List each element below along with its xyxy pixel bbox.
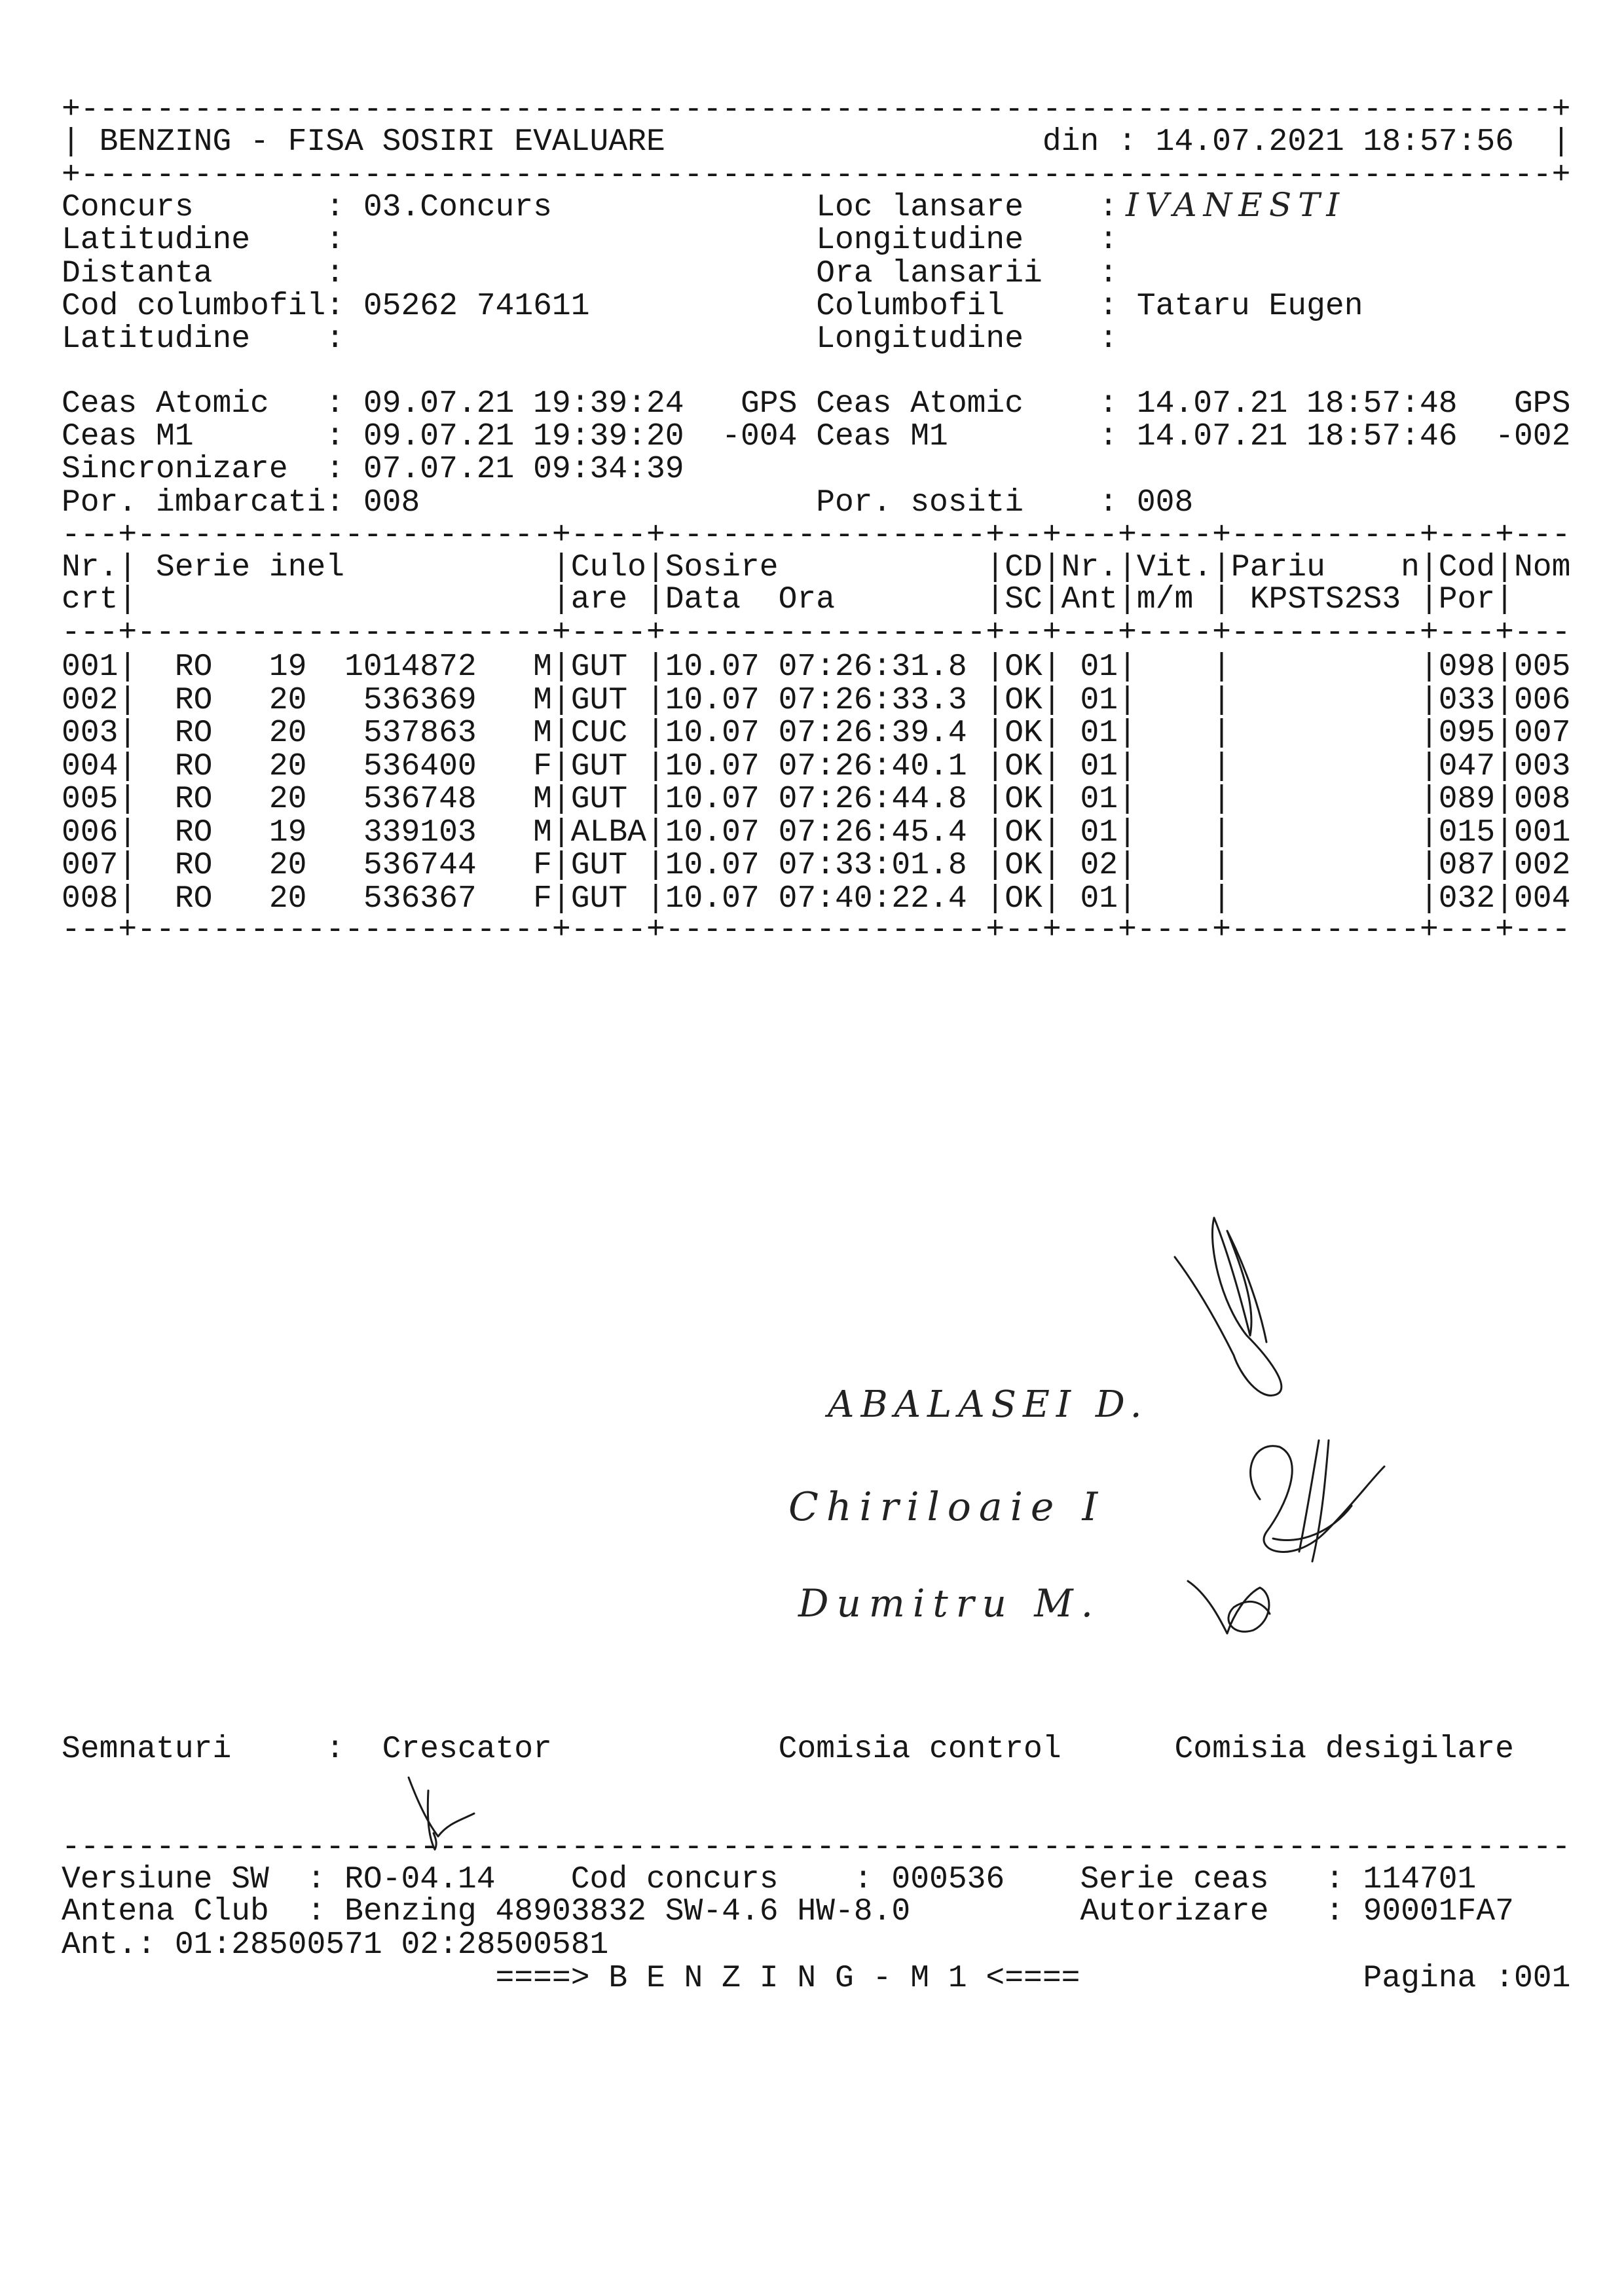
page-number: Pagina :001 — [1363, 1961, 1571, 1996]
color: GUT — [570, 782, 628, 817]
semnaturi-label: Semnaturi — [62, 1732, 232, 1767]
column-separator: | — [646, 582, 665, 617]
signature-scribble-1 — [1168, 1205, 1299, 1414]
generated-label: din : — [1042, 124, 1137, 160]
colon: : — [306, 1894, 326, 1929]
colon: : — [1099, 419, 1118, 454]
column-separator: | — [551, 716, 571, 751]
versiune-label: Versiune SW — [62, 1862, 269, 1897]
cd-sc-status: OK — [1005, 716, 1043, 751]
arrival-time: 07:26:40.1 — [778, 749, 967, 784]
color: GUT — [570, 848, 628, 883]
colon: : — [325, 289, 345, 324]
column-separator: | — [1042, 848, 1061, 883]
columbofil-label: Columbofil — [816, 289, 1005, 324]
colon: : — [1099, 321, 1118, 357]
ring-country: RO — [174, 881, 213, 917]
column-separator: | — [1212, 550, 1231, 585]
start-atomic-source: GPS — [740, 386, 798, 422]
column-separator: | — [1042, 881, 1061, 917]
column-separator: | — [551, 881, 571, 917]
ring-sex: M — [533, 815, 552, 850]
colon: : — [325, 321, 345, 357]
table-border-top: ---+----------------------+----+-----------------+--+---+----+----------+---+--- — [62, 518, 1571, 553]
antenna-number: 01 — [1080, 716, 1118, 751]
ring-year: 20 — [268, 716, 307, 751]
colon: : — [1099, 289, 1118, 324]
pigeon-code: 098 — [1438, 649, 1496, 685]
column-header-sosire: Sosire — [665, 550, 779, 585]
header-border-bottom: +------------------------------------------------------------------------------+ — [62, 158, 1571, 193]
colon: : — [1099, 485, 1118, 520]
column-subheader-cod: Por — [1438, 582, 1496, 617]
column-separator: | — [986, 848, 1005, 883]
column-separator: | — [1495, 881, 1514, 917]
colon: : — [325, 256, 345, 291]
serie-ceas-value: 114701 — [1363, 1862, 1477, 1897]
column-separator: | — [646, 716, 665, 751]
ceas-m1-label: Ceas M1 — [62, 419, 194, 454]
ring-number: 536369 — [363, 683, 477, 718]
ring-sex: M — [533, 649, 552, 685]
column-separator: | — [646, 782, 665, 817]
cd-sc-status: OK — [1005, 683, 1043, 718]
row-number: 002 — [62, 683, 119, 718]
color: CUC — [570, 716, 628, 751]
column-separator: | — [1118, 649, 1137, 685]
column-subheader-pariu: KPSTS2S3 — [1249, 582, 1401, 617]
column-separator: | — [1212, 815, 1231, 850]
colon: : — [853, 1862, 873, 1897]
column-separator: | — [118, 881, 138, 917]
column-separator: | — [1212, 782, 1231, 817]
column-separator: | — [1495, 716, 1514, 751]
ring-year: 20 — [268, 848, 307, 883]
longitudine-label: Longitudine — [816, 223, 1024, 258]
antena-label: Antena Club — [62, 1894, 269, 1929]
column-separator: | — [1495, 683, 1514, 718]
header-left-bar: | — [62, 124, 81, 160]
comisia-desigilare-label: Comisia desigilare — [1174, 1732, 1514, 1767]
colon: : — [325, 223, 345, 258]
column-separator: | — [986, 782, 1005, 817]
column-header-pariu: Pariu n — [1230, 550, 1420, 585]
ring-year: 20 — [268, 782, 307, 817]
column-separator: | — [1118, 749, 1137, 784]
arrival-date: 10.07 — [665, 782, 760, 817]
ring-country: RO — [174, 749, 213, 784]
column-separator: | — [118, 716, 138, 751]
ring-year: 20 — [268, 881, 307, 917]
column-separator: | — [1495, 848, 1514, 883]
longitudine-label: Longitudine — [816, 321, 1024, 357]
end-atomic-value: 14.07.21 18:57:48 — [1136, 386, 1458, 422]
column-separator: | — [118, 749, 138, 784]
cd-sc-status: OK — [1005, 881, 1043, 917]
color: GUT — [570, 683, 628, 718]
column-separator: | — [118, 848, 138, 883]
column-separator: | — [118, 550, 138, 585]
ring-country: RO — [174, 815, 213, 850]
column-separator: | — [646, 881, 665, 917]
column-header-culo: Culo — [570, 550, 646, 585]
nom-position: 005 — [1513, 649, 1571, 685]
sincronizare-value: 07.07.21 09:34:39 — [363, 452, 684, 487]
arrival-time: 07:26:33.3 — [778, 683, 967, 718]
column-separator: | — [1118, 815, 1137, 850]
colon: : — [1099, 256, 1118, 291]
handwritten-name-2: Chiriloaie I — [788, 1484, 1106, 1530]
column-separator: | — [1212, 848, 1231, 883]
antenna-ids: Ant.: 01:28500571 02:28500581 — [62, 1927, 609, 1963]
colon: : — [325, 419, 345, 454]
header-border-top: +------------------------------------------------------------------------------+ — [62, 92, 1571, 128]
column-subheader-cd: SC — [1005, 582, 1043, 617]
cd-sc-status: OK — [1005, 848, 1043, 883]
column-header-cod: Cod — [1438, 550, 1496, 585]
ring-sex: F — [533, 848, 552, 883]
row-number: 001 — [62, 649, 119, 685]
column-separator: | — [1495, 582, 1514, 617]
column-separator: | — [646, 749, 665, 784]
ora-lansarii-label: Ora lansarii — [816, 256, 1043, 291]
colon: : — [325, 190, 345, 225]
arrival-date: 10.07 — [665, 881, 760, 917]
row-number: 008 — [62, 881, 119, 917]
end-m1-diff: -002 — [1495, 419, 1571, 454]
handwritten-name-3: Dumitru M. — [798, 1581, 1101, 1626]
ring-year: 20 — [268, 749, 307, 784]
row-number: 007 — [62, 848, 119, 883]
color: GUT — [570, 649, 628, 685]
column-separator: | — [646, 649, 665, 685]
column-separator: | — [1118, 881, 1137, 917]
sositi-label: Por. sositi — [816, 485, 1024, 520]
ring-number: 536748 — [363, 782, 477, 817]
column-separator: | — [646, 683, 665, 718]
column-separator: | — [1042, 716, 1061, 751]
column-separator: | — [1118, 716, 1137, 751]
column-separator: | — [1419, 683, 1439, 718]
column-separator: | — [1419, 749, 1439, 784]
arrival-date: 10.07 — [665, 683, 760, 718]
imbarcati-label: Por. imbarcati — [62, 485, 326, 520]
row-number: 005 — [62, 782, 119, 817]
table-border-bottom: ---+----------------------+----+-----------------+--+---+----+----------+---+--- — [62, 913, 1571, 948]
column-subheader-nrant: Ant — [1061, 582, 1118, 617]
pigeon-code: 033 — [1438, 683, 1496, 718]
arrival-date: 10.07 — [665, 749, 760, 784]
arrival-date: 10.07 — [665, 649, 760, 685]
column-separator: | — [1212, 683, 1231, 718]
distanta-label: Distanta — [62, 256, 213, 291]
nom-position: 003 — [1513, 749, 1571, 784]
nom-position: 006 — [1513, 683, 1571, 718]
cod-columbofil-value: 05262 741611 — [363, 289, 590, 324]
antenna-number: 01 — [1080, 782, 1118, 817]
column-separator: | — [1495, 815, 1514, 850]
latitudine-label: Latitudine — [62, 321, 251, 357]
column-header-nrant: Nr. — [1061, 550, 1118, 585]
arrival-date: 10.07 — [665, 815, 760, 850]
loc-lansare-label: Loc lansare — [816, 190, 1024, 225]
nom-position: 008 — [1513, 782, 1571, 817]
antena-value: Benzing 48903832 SW-4.6 HW-8.0 — [344, 1894, 911, 1929]
ring-number: 536367 — [363, 881, 477, 917]
autorizare-value: 90001FA7 — [1363, 1894, 1514, 1929]
column-separator: | — [551, 582, 571, 617]
column-separator: | — [118, 782, 138, 817]
column-separator: | — [1042, 649, 1061, 685]
column-separator: | — [1495, 550, 1514, 585]
column-separator: | — [1212, 716, 1231, 751]
pigeon-code: 087 — [1438, 848, 1496, 883]
column-separator: | — [1042, 782, 1061, 817]
column-header-cd: CD — [1005, 550, 1043, 585]
column-separator: | — [986, 716, 1005, 751]
ring-number: 537863 — [363, 716, 477, 751]
column-separator: | — [118, 582, 138, 617]
column-subheader-vit: m/m — [1136, 582, 1194, 617]
colon: : — [306, 1862, 326, 1897]
ring-number: 536744 — [363, 848, 477, 883]
arrival-time: 07:26:39.4 — [778, 716, 967, 751]
header-right-bar: | — [1551, 124, 1571, 160]
latitudine-label: Latitudine — [62, 223, 251, 258]
ring-country: RO — [174, 649, 213, 685]
ring-year: 20 — [268, 683, 307, 718]
imbarcati-value: 008 — [363, 485, 420, 520]
column-subheader-culo: are — [570, 582, 628, 617]
column-separator: | — [1419, 649, 1439, 685]
ring-country: RO — [174, 782, 213, 817]
ring-sex: M — [533, 716, 552, 751]
colon: : — [1099, 223, 1118, 258]
column-separator: | — [1042, 582, 1061, 617]
pigeon-code: 089 — [1438, 782, 1496, 817]
start-m1-value: 09.07.21 19:39:20 — [363, 419, 684, 454]
cod-concurs-value: 000536 — [891, 1862, 1005, 1897]
column-separator: | — [1419, 582, 1439, 617]
column-separator: | — [1042, 815, 1061, 850]
pigeon-code: 032 — [1438, 881, 1496, 917]
ring-year: 19 — [268, 815, 307, 850]
autorizare-label: Autorizare — [1080, 1894, 1269, 1929]
arrival-time: 07:26:44.8 — [778, 782, 967, 817]
column-subheader-nr: crt — [62, 582, 119, 617]
column-separator: | — [1419, 815, 1439, 850]
arrival-time: 07:26:31.8 — [778, 649, 967, 685]
concurs-value: 03.Concurs — [363, 190, 552, 225]
column-separator: | — [1042, 550, 1061, 585]
column-separator: | — [1118, 848, 1137, 883]
table-border-header: ---+----------------------+----+-----------------+--+---+----+----------+---+--- — [62, 615, 1571, 651]
antenna-number: 01 — [1080, 649, 1118, 685]
loc-lansare-handwritten-value: IVANESTI — [1126, 186, 1346, 224]
document-title: BENZING - FISA SOSIRI EVALUARE — [99, 124, 665, 160]
column-header-serie: Serie inel — [156, 550, 345, 585]
columbofil-value: Tataru Eugen — [1136, 289, 1363, 324]
pigeon-code: 095 — [1438, 716, 1496, 751]
column-separator: | — [118, 683, 138, 718]
column-separator: | — [1495, 782, 1514, 817]
column-separator: | — [1495, 749, 1514, 784]
colon: : — [325, 1732, 345, 1767]
cd-sc-status: OK — [1005, 749, 1043, 784]
comisia-control-label: Comisia control — [778, 1732, 1061, 1767]
column-separator: | — [1419, 782, 1439, 817]
column-separator: | — [646, 550, 665, 585]
colon: : — [325, 485, 345, 520]
antenna-number: 02 — [1080, 848, 1118, 883]
ring-country: RO — [174, 683, 213, 718]
ring-sex: F — [533, 749, 552, 784]
column-header-nom: Nom — [1513, 550, 1571, 585]
column-separator: | — [551, 815, 571, 850]
versiune-value: RO-04.14 — [344, 1862, 496, 1897]
ceas-atomic-label: Ceas Atomic — [816, 386, 1024, 422]
column-separator: | — [1212, 881, 1231, 917]
arrival-date: 10.07 — [665, 848, 760, 883]
cod-columbofil-label: Cod columbofil — [62, 289, 326, 324]
signature-scribble-3 — [1181, 1568, 1280, 1647]
column-separator: | — [646, 848, 665, 883]
ring-sex: F — [533, 881, 552, 917]
column-separator: | — [551, 649, 571, 685]
column-separator: | — [1212, 649, 1231, 685]
column-separator: | — [1118, 782, 1137, 817]
column-separator: | — [551, 683, 571, 718]
cod-concurs-label: Cod concurs — [570, 1862, 779, 1897]
brand-line: ====> B E N Z I N G - M 1 <==== — [495, 1961, 1080, 1996]
end-atomic-source: GPS — [1513, 386, 1571, 422]
antenna-number: 01 — [1080, 881, 1118, 917]
arrival-evaluation-sheet — [62, 0, 1574, 2296]
end-m1-value: 14.07.21 18:57:46 — [1136, 419, 1458, 454]
column-separator: | — [118, 815, 138, 850]
color: GUT — [570, 881, 628, 917]
column-separator: | — [1042, 683, 1061, 718]
column-separator: | — [986, 649, 1005, 685]
column-separator: | — [986, 550, 1005, 585]
ring-number: 1014872 — [344, 649, 477, 685]
column-header-vit: Vit. — [1136, 550, 1213, 585]
column-header-nr: Nr. — [62, 550, 119, 585]
column-separator: | — [1212, 582, 1231, 617]
antenna-number: 01 — [1080, 815, 1118, 850]
sincronizare-label: Sincronizare — [62, 452, 288, 487]
column-separator: | — [986, 881, 1005, 917]
row-number: 004 — [62, 749, 119, 784]
nom-position: 001 — [1513, 815, 1571, 850]
colon: : — [325, 452, 345, 487]
nom-position: 002 — [1513, 848, 1571, 883]
column-separator: | — [551, 550, 571, 585]
ring-year: 19 — [268, 649, 307, 685]
column-separator: | — [1495, 649, 1514, 685]
arrival-time: 07:40:22.4 — [778, 881, 967, 917]
arrival-time: 07:26:45.4 — [778, 815, 967, 850]
column-separator: | — [551, 749, 571, 784]
row-number: 006 — [62, 815, 119, 850]
column-separator: | — [1118, 582, 1137, 617]
ring-country: RO — [174, 716, 213, 751]
colon: : — [325, 386, 345, 422]
cd-sc-status: OK — [1005, 815, 1043, 850]
column-separator: | — [986, 683, 1005, 718]
sositi-value: 008 — [1136, 485, 1194, 520]
colon: : — [1099, 190, 1118, 225]
handwritten-name-1: ABALASEI D. — [828, 1383, 1149, 1426]
antenna-number: 01 — [1080, 749, 1118, 784]
generated-datetime: 14.07.2021 18:57:56 — [1155, 124, 1514, 160]
serie-ceas-label: Serie ceas — [1080, 1862, 1269, 1897]
column-separator: | — [986, 815, 1005, 850]
arrival-time: 07:33:01.8 — [778, 848, 967, 883]
column-subheader-sosire: Data Ora — [665, 582, 835, 617]
start-m1-diff: -004 — [722, 419, 798, 454]
column-separator: | — [551, 782, 571, 817]
ring-country: RO — [174, 848, 213, 883]
ring-sex: M — [533, 782, 552, 817]
nom-position: 004 — [1513, 881, 1571, 917]
ring-number: 536400 — [363, 749, 477, 784]
column-separator: | — [1419, 881, 1439, 917]
antenna-number: 01 — [1080, 683, 1118, 718]
color: GUT — [570, 749, 628, 784]
ceas-m1-label: Ceas M1 — [816, 419, 948, 454]
colon: : — [1325, 1862, 1344, 1897]
ceas-atomic-label: Ceas Atomic — [62, 386, 269, 422]
column-separator: | — [1042, 749, 1061, 784]
colon: : — [1325, 1894, 1344, 1929]
arrival-date: 10.07 — [665, 716, 760, 751]
nom-position: 007 — [1513, 716, 1571, 751]
signature-scribble-2 — [1234, 1421, 1391, 1578]
concurs-label: Concurs — [62, 190, 194, 225]
row-number: 003 — [62, 716, 119, 751]
column-separator: | — [986, 749, 1005, 784]
column-separator: | — [118, 649, 138, 685]
column-separator: | — [1419, 848, 1439, 883]
column-separator: | — [1212, 749, 1231, 784]
column-separator: | — [1419, 550, 1439, 585]
column-separator: | — [551, 848, 571, 883]
pigeon-code: 015 — [1438, 815, 1496, 850]
column-separator: | — [1419, 716, 1439, 751]
cd-sc-status: OK — [1005, 782, 1043, 817]
ring-sex: M — [533, 683, 552, 718]
cd-sc-status: OK — [1005, 649, 1043, 685]
start-atomic-value: 09.07.21 19:39:24 — [363, 386, 684, 422]
colon: : — [1099, 386, 1118, 422]
crescator-label: Crescator — [382, 1732, 552, 1767]
pigeon-code: 047 — [1438, 749, 1496, 784]
signature-separator-line: -------------------------------------------------------------------------------- — [62, 1830, 1571, 1865]
column-separator: | — [1118, 683, 1137, 718]
column-separator: | — [1118, 550, 1137, 585]
color: ALBA — [570, 815, 646, 850]
column-separator: | — [646, 815, 665, 850]
ring-number: 339103 — [363, 815, 477, 850]
column-separator: | — [986, 582, 1005, 617]
